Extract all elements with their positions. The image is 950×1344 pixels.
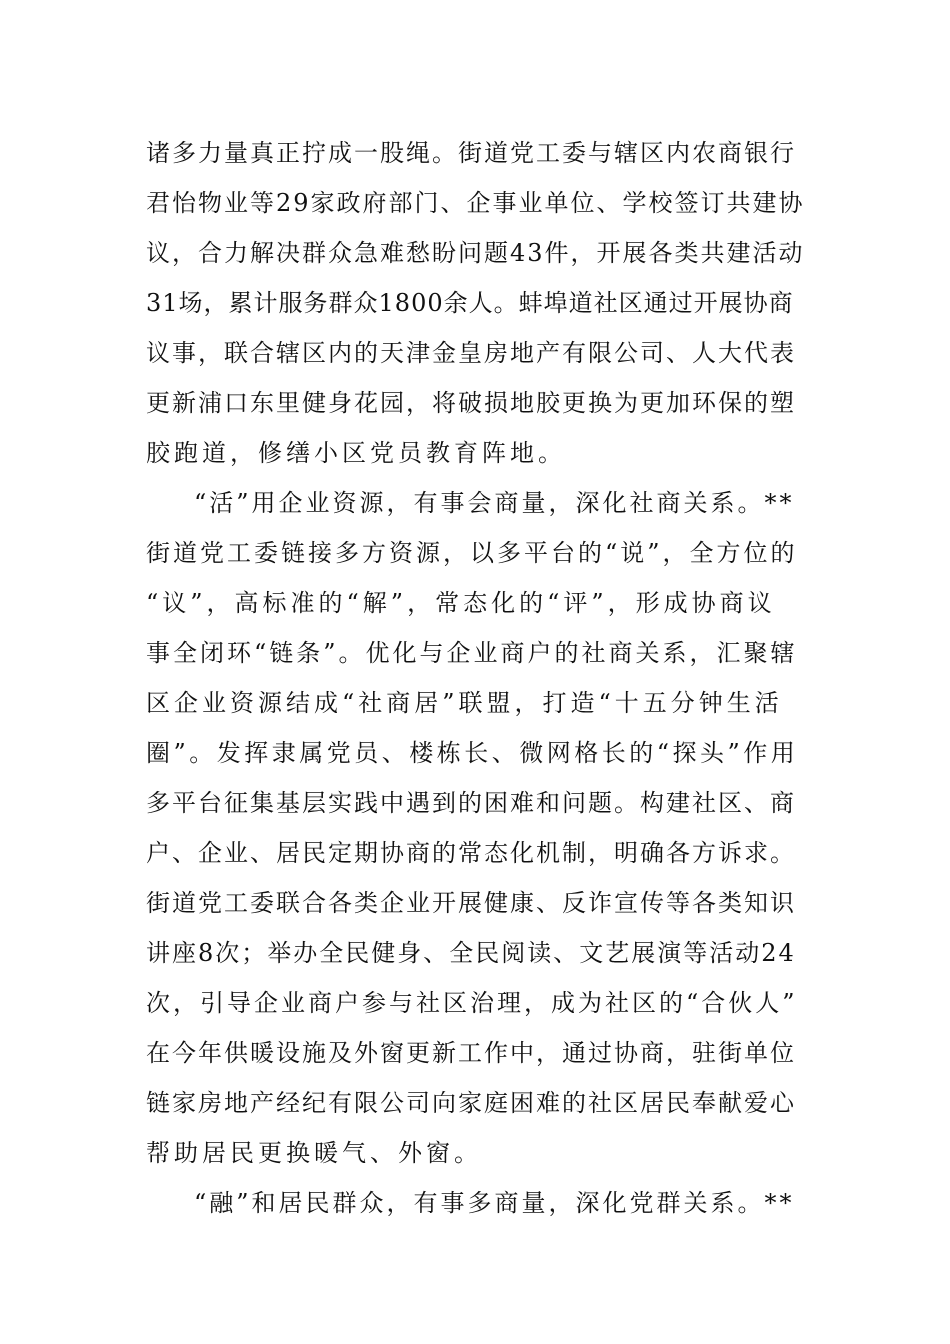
text-line: 在今年供暖设施及外窗更新工作中，通过协商，驻街单位 (146, 1039, 796, 1067)
text-line: 户、企业、居民定期协商的常态化机制，明确各方诉求。 (146, 839, 796, 867)
text-line: 多平台征集基层实践中遇到的困难和问题。构建社区、商 (146, 789, 796, 817)
text-line: 事全闭环“链条”。优化与企业商户的社商关系，汇聚辖 (146, 639, 798, 667)
text-line: 更新浦口东里健身花园，将破损地胶更换为更加环保的塑 (146, 389, 796, 417)
text-line: 讲座8次；举办全民健身、全民阅读、文艺展演等活动24 (146, 939, 796, 967)
text-line: 圈”。发挥隶属党员、楼栋长、微网格长的“探头”作用 (146, 739, 799, 767)
text-line: “议”，高标准的“解”，常态化的“评”，形成协商议 (146, 589, 776, 617)
text-line: 街道党工委链接多方资源，以多平台的“说”，全方位的 (146, 539, 798, 567)
text-line: 次，引导企业商户参与社区治理，成为社区的“合伙人” (146, 989, 798, 1017)
text-line: 帮助居民更换暖气、外窗。 (146, 1139, 482, 1167)
paragraph-heading: “活”用企业资源，有事会商量，深化社商关系。** (194, 489, 795, 517)
text-line: 议，合力解决群众急难愁盼问题43件，开展各类共建活动 (146, 239, 805, 267)
text-line: 君怡物业等29家政府部门、企事业单位、学校签订共建协 (146, 189, 805, 217)
text-line: 胶跑道，修缮小区党员教育阵地。 (146, 439, 566, 467)
text-line: 区企业资源结成“社商居”联盟，打造“十五分钟生活 (146, 689, 783, 717)
text-line: 街道党工委联合各类企业开展健康、反诈宣传等各类知识 (146, 889, 796, 917)
text-line: 链家房地产经纪有限公司向家庭困难的社区居民奉献爱心 (146, 1089, 796, 1117)
text-line: 诸多力量真正拧成一股绳。街道党工委与辖区内农商银行 (146, 139, 796, 167)
text-line: 31场，累计服务群众1800余人。蚌埠道社区通过开展协商 (146, 289, 794, 317)
paragraph-heading: “融”和居民群众，有事多商量，深化党群关系。** (194, 1189, 795, 1217)
text-line: 议事，联合辖区内的天津金皇房地产有限公司、人大代表 (146, 339, 796, 367)
